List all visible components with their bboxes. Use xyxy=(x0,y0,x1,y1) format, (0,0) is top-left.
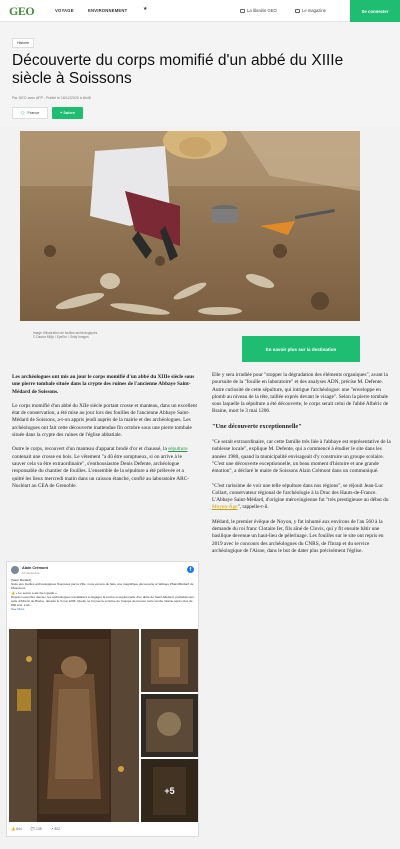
sepulture-link[interactable]: sépulture xyxy=(168,446,188,453)
nav-more-icon[interactable]: ★ xyxy=(143,6,148,12)
fb-line: Depuis novembre dernier, les archéologues travaillaient à dégager la tombe exceptionnelle d'un abbé de Saint-Médard, probablement celle d'Albéric de Braine, décédé le 3 mai 1206. Quelle ne fut pas la surprise de l'équipe de trouver cette tombe intacte après plus de 800 ans. L'ab... xyxy=(11,594,195,608)
tag-icon: ◇ xyxy=(20,110,25,116)
see-more-link[interactable]: See More xyxy=(11,607,25,612)
fb-thumb-photo[interactable] xyxy=(141,629,198,692)
byline: Par GEO avec AFP - Publié le 18/12/2020 à 8h46 xyxy=(12,96,91,100)
paragraph: Elle y sera irradiée pour "stopper la dégradation des éléments organiques", avant la poursuite de la "fouille en laboratoire" et des analyses ADN, précise M. Defente. Autre curiosité de cette sépulture, qui intrigue l'archéologue: une "enveloppe en plomb au niveau de la tête, taillée exprès devant le visage". Selon la pierre tombale sous laquelle la sépulture a été découverte, le corps serait celui de l'abbé Albéric de Braine, mort le 3 mai 1206. xyxy=(212,372,389,415)
fb-more-photos[interactable] xyxy=(141,759,198,822)
site-header xyxy=(0,0,400,22)
follow-button[interactable]: + Suivre xyxy=(52,107,83,119)
article-body-left xyxy=(12,374,197,497)
fb-line: 👍 « Le secret a été bien gardé » xyxy=(11,590,57,595)
magazine-label: Le magazine xyxy=(302,8,326,13)
moyen-age-link[interactable]: Moyen-Âge xyxy=(212,504,238,511)
image-caption xyxy=(33,331,213,340)
shares-count[interactable]: ↗ 802 xyxy=(50,827,61,831)
likes-count[interactable]: 👍 844 xyxy=(11,827,22,831)
paragraph xyxy=(12,446,197,490)
caption-credit: © Dasica Milijo / EyeEm / Getty Images xyxy=(33,335,89,340)
magazine-link[interactable] xyxy=(295,8,326,13)
article-body-right xyxy=(212,372,392,562)
paragraph: "Ce serait extraordinaire, car cette famille très liée à l'abbaye est représentative de la noblesse locale", explique M. Defente, qui a commencé à étudier le site dans les années 1980, quand la municipalité envisageait d'y construire un groupe scolaire. "C'est une découverte exceptionnelle, un beau moment d'histoire et une grande émotion", a déclaré le maire de Soissons Alain Crémont dans un communiqué. xyxy=(212,439,391,475)
caption-text: Image d'illustration de fouilles archéologiques. xyxy=(33,331,99,335)
rubric-tag[interactable]: Histoire xyxy=(12,38,34,48)
paragraph: Médard, le premier évêque de Noyon, y fut inhumé aux environs de l'an 560 à la demande du roi franc Clotaire Ier, fils aîné de Clovis, qui y fit ensuite bâtir une basilique devenue un haut-lieu de pèlerinage. Les fouilles sur le site ont repris en 2019 avec le concours des archéologues du CNRS, de l'Inrap et du service archéologique de l'Aisne, dans le but de dater plus précisément l'église. xyxy=(212,518,384,554)
fb-thumb-photo[interactable] xyxy=(141,694,198,757)
shop-label: La librairie GEO xyxy=(247,8,277,13)
article-header xyxy=(0,22,400,127)
avatar[interactable] xyxy=(11,566,19,574)
magazine-icon xyxy=(295,9,300,13)
article-lead: Les archéologues ont mis au jour le corps momifié d'un abbé du XIIIe siècle sous une pierre tombale située dans la crypte des ruines de l'ancienne Abbaye Saint-Médard de Soissons. xyxy=(12,374,195,395)
shop-link[interactable] xyxy=(240,8,277,13)
tag-france-button[interactable] xyxy=(12,107,48,119)
paragraph xyxy=(212,483,392,512)
paragraph: Le corps momifié d'un abbé du XIIe siècle portant crosse et manteau, dans un excellent état de conservation, a été mise au jour lors des fouilles de l'ancienne Abbaye Saint-Médard de Soissons, a-t-on appris jeudi auprès de la mairie et des archéologues. Les archéologues ont fait cette découverte inattendue fin octobre sous une pierre tombale située dans la crypte des ruines de l'église abbatiale. xyxy=(12,402,197,439)
nav-voyage[interactable]: VOYAGE xyxy=(55,8,74,13)
cart-icon xyxy=(240,9,245,13)
tag-label: France xyxy=(27,111,40,115)
connect-button[interactable]: Se connecter xyxy=(350,0,400,22)
facebook-embed[interactable] xyxy=(6,561,199,837)
facebook-icon[interactable]: f xyxy=(187,566,194,573)
hero-image xyxy=(20,131,360,321)
fb-author[interactable]: Alain Crémont xyxy=(22,566,48,570)
nav-environnement[interactable]: ENVIRONNEMENT xyxy=(88,8,128,13)
paragraph-text: contenait une crosse en bois. Le vêtement "a dû être somptueux, si on arrive à le sauver cela va être extraordinaire", s'enthousiasme Denis Defente, archéologue responsable du chantier de fouilles. L'ensemble de la sépulture a été prélevée et a quitté les lieux mercredi matin dans un caisson étanche, confié au laboratoire ARC-Nucléart au CEA de Grenoble. xyxy=(12,453,189,489)
paragraph-text: "C'est rarissime de voir une telle sépulture dans nos régions", se réjouit Jean-Luc Collart, conservateur régional de l'archéologie à la Drac des Hauts-de-France. L'Abbaye Saint-Médard, d'origine mérovingienne fut "très prestigieuse au début du xyxy=(212,482,389,504)
fb-main-photo[interactable] xyxy=(9,629,139,822)
geo-logo[interactable]: GEO xyxy=(9,4,35,18)
more-photos-count: +5 xyxy=(141,759,198,822)
destination-button[interactable]: En savoir plus sur la destination xyxy=(242,336,360,362)
fb-stats xyxy=(11,827,68,831)
section-heading: "Une découverte exceptionnelle" xyxy=(212,422,302,430)
paragraph-text: ", rappelle-t-il. xyxy=(237,504,269,511)
fb-date: 10 décembre xyxy=(22,571,40,575)
paragraph-text: Outre le corps, recouvert d'un manteau d'apparat brodé d'or et chaussé, la xyxy=(12,446,169,453)
fb-post-text xyxy=(11,578,197,612)
page-title: Découverte du corps momifié d'un abbé du XIIIe siècle à Soissons xyxy=(12,52,344,87)
fb-line: Suite aux fouilles archéologiques financées par la Ville, nous venons de faire une magnifique découverte à l'abbaye #SaintMédard de #Soissons. xyxy=(11,582,194,591)
fb-photo-grid xyxy=(9,629,198,822)
fb-line: [Saint Médard] xyxy=(11,578,32,582)
comments-count[interactable]: 💬 138 xyxy=(30,827,42,831)
